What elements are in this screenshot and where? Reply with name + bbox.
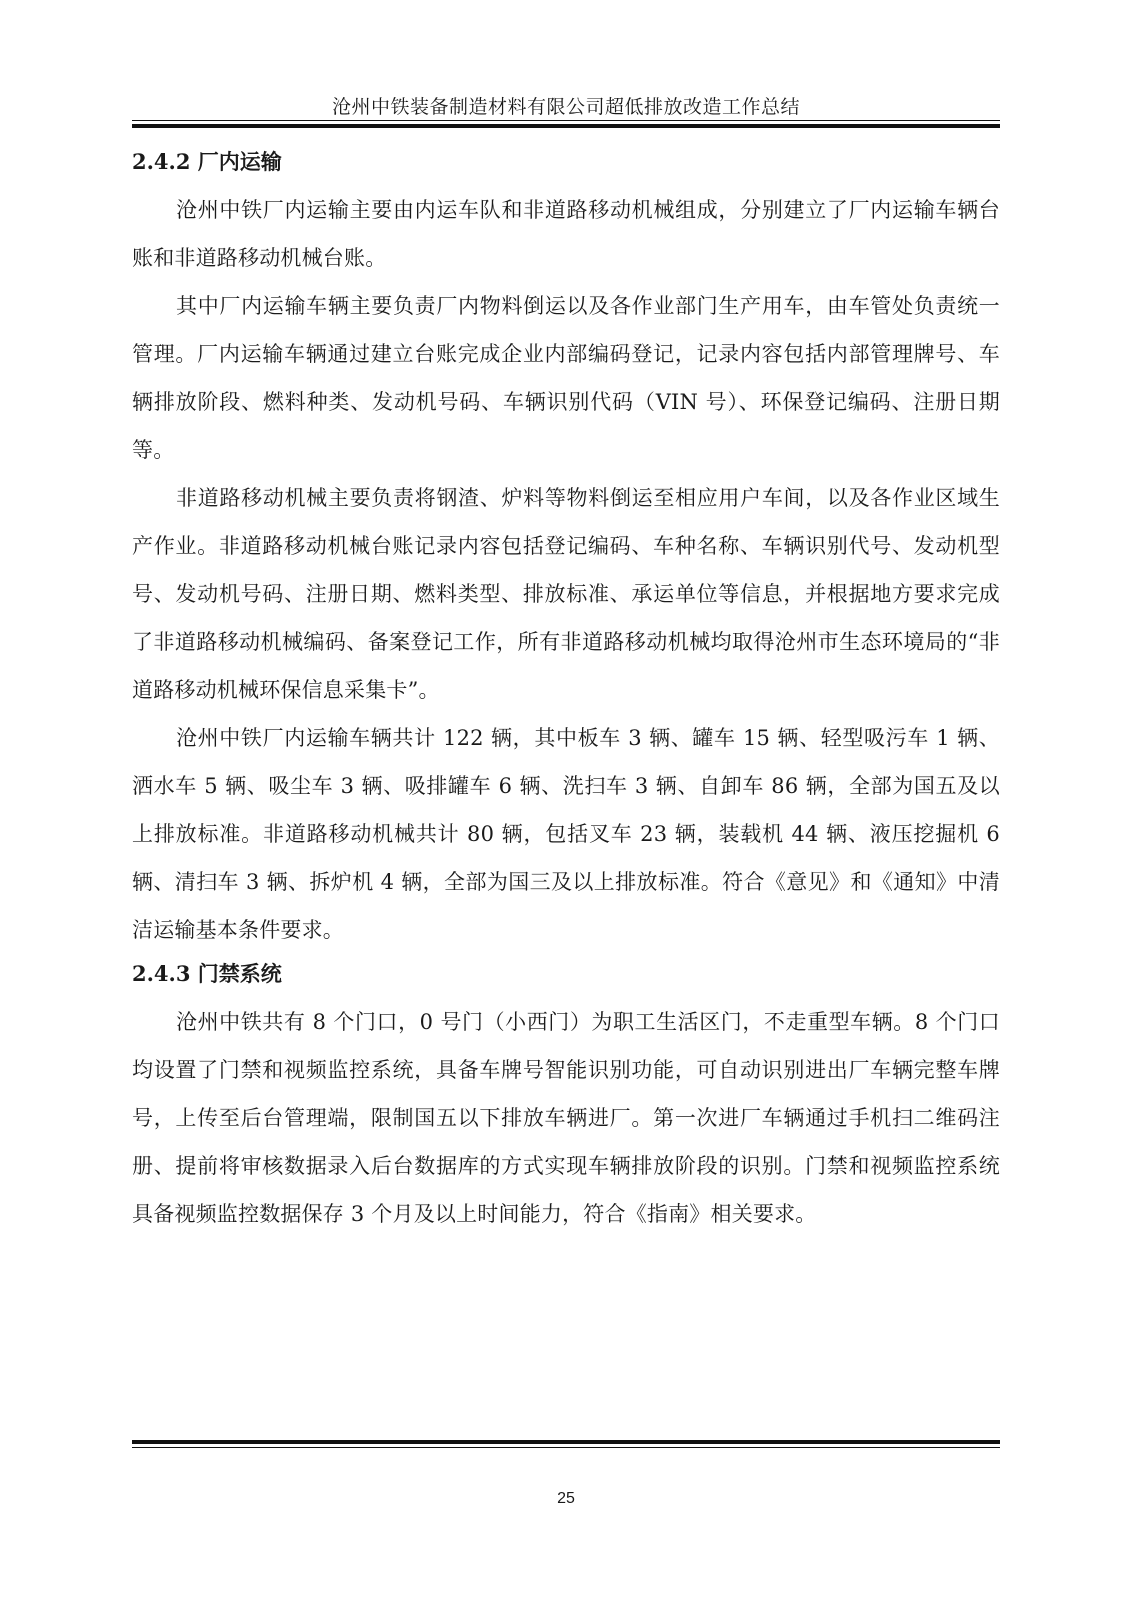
page-number: 25 xyxy=(557,1490,575,1507)
paragraph: 沧州中铁厂内运输主要由内运车队和非道路移动机械组成，分别建立了厂内运输车辆台账和非道路移动机械台账。 xyxy=(132,198,1000,270)
section-heading-2-4-2: 2.4.2 厂内运输 xyxy=(132,149,282,174)
page-body xyxy=(132,142,1000,1238)
footer-rule-thick xyxy=(132,1440,1000,1444)
paragraph: 沧州中铁厂内运输车辆共计 122 辆，其中板车 3 辆、罐车 15 辆、轻型吸污车 1 辆、洒水车 5 辆、吸尘车 3 辆、吸排罐车 6 辆、洗扫车 3 辆、自卸车 86 辆，全部为国五及以上排放标准。非道路移动机械共计 80 辆，包括叉车 23 辆，装载机 44 辆、液压挖掘机 6 辆、清扫车 3 辆、拆炉机 4 辆，全部为国三及以上排放标准。符合《意见》和《通知》中清洁运输基本条件要求。 xyxy=(132,726,1000,942)
paragraph: 非道路移动机械主要负责将钢渣、炉料等物料倒运至相应用户车间，以及各作业区域生产作业。非道路移动机械台账记录内容包括登记编码、车种名称、车辆识别代号、发动机型号、发动机号码、注册日期、燃料类型、排放标准、承运单位等信息，并根据地方要求完成了非道路移动机械编码、备案登记工作，所有非道路移动机械均取得沧州市生态环境局的“非道路移动机械环保信息采集卡”。 xyxy=(132,486,1000,702)
footer-rule-thin xyxy=(132,1447,1000,1448)
paragraph: 沧州中铁共有 8 个门口，0 号门（小西门）为职工生活区门，不走重型车辆。8 个门口均设置了门禁和视频监控系统，具备车牌号智能识别功能，可自动识别进出厂车辆完整车牌号，上传至后台管理端，限制国五以下排放车辆进厂。第一次进厂车辆通过手机扫二维码注册、提前将审核数据录入后台数据库的方式实现车辆排放阶段的识别。门禁和视频监控系统具备视频监控数据保存 3 个月及以上时间能力，符合《指南》相关要求。 xyxy=(132,1010,1000,1226)
paragraph: 其中厂内运输车辆主要负责厂内物料倒运以及各作业部门生产用车，由车管处负责统一管理。厂内运输车辆通过建立台账完成企业内部编码登记，记录内容包括内部管理牌号、车辆排放阶段、燃料种类、发动机号码、车辆识别代码（VIN 号）、环保登记编码、注册日期等。 xyxy=(132,294,1000,462)
section-heading-2-4-3: 2.4.3 门禁系统 xyxy=(132,961,282,986)
header-rule-thick xyxy=(132,124,1000,128)
header-rule-thin xyxy=(132,120,1000,121)
page-header-title: 沧州中铁装备制造材料有限公司超低排放改造工作总结 xyxy=(331,96,800,118)
